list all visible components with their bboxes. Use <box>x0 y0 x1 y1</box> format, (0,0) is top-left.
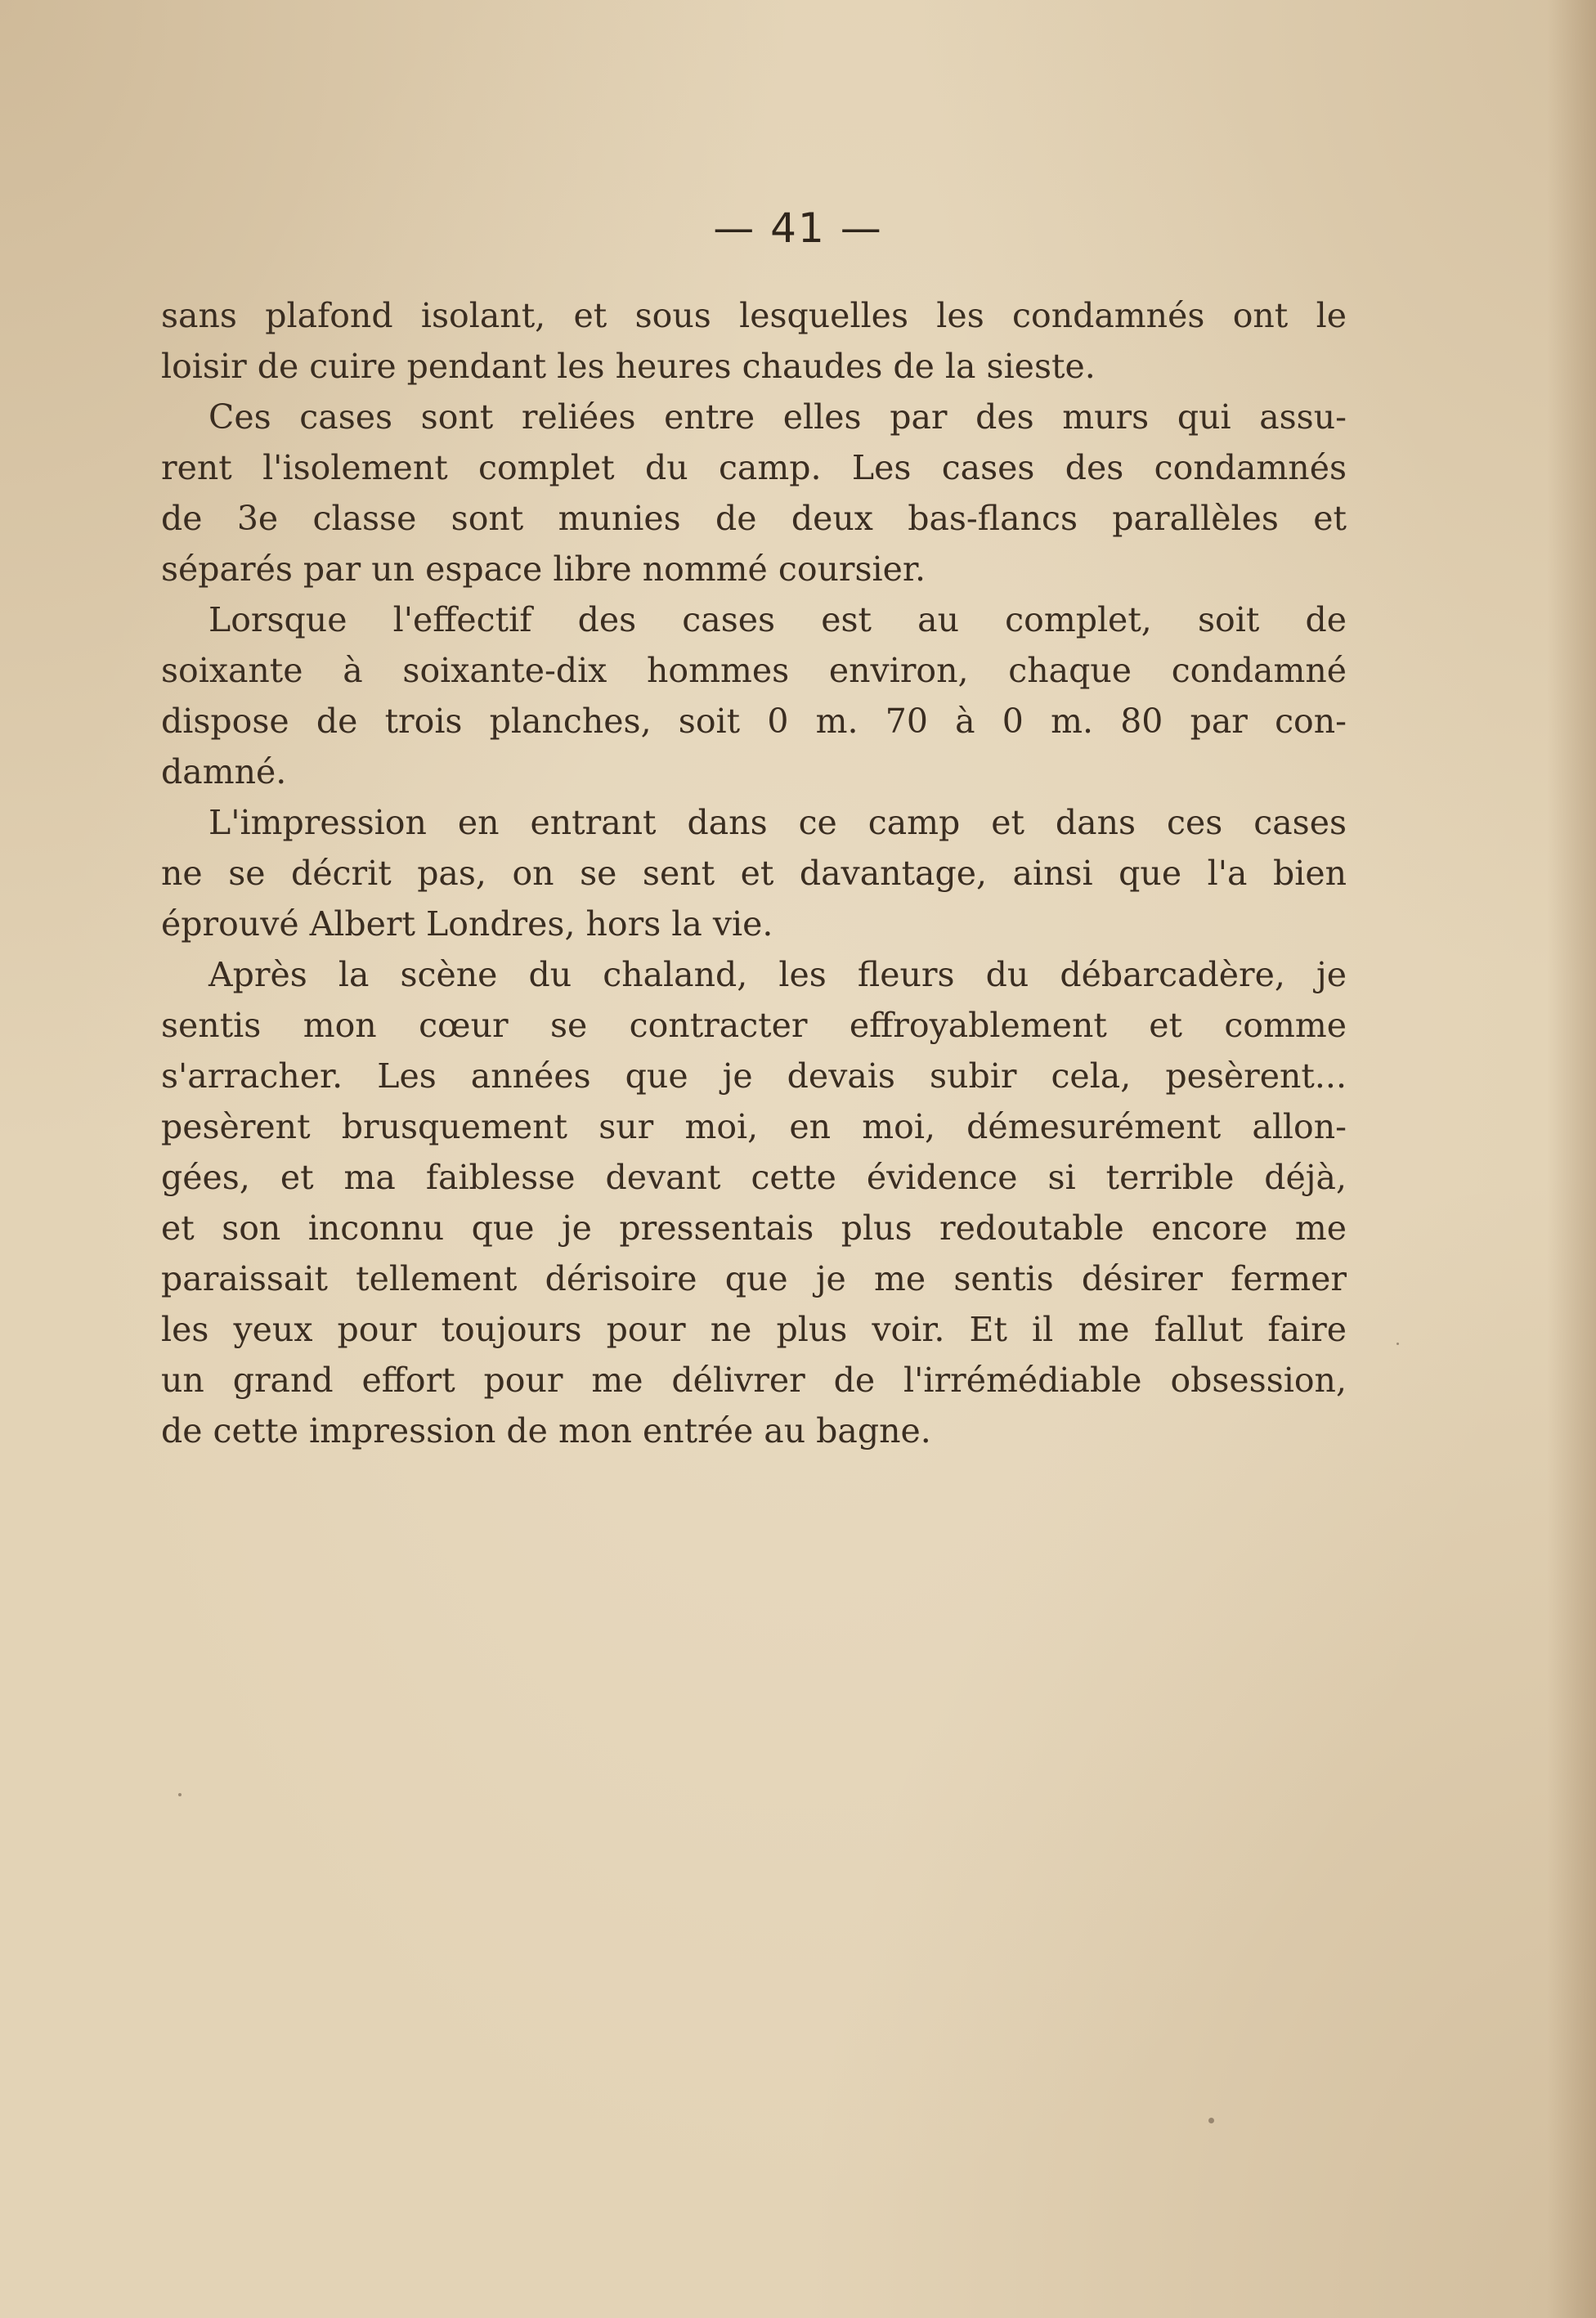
text-line: et son inconnu que je pressentais plus redoutable encore me <box>161 1208 1347 1248</box>
text-line: L'impression en entrant dans ce camp et dans ces cases <box>208 803 1347 842</box>
text-line: paraissait tellement dérisoire que je me sentis désirer fermer <box>161 1259 1347 1298</box>
paper-speck <box>1208 2118 1214 2123</box>
text-line: dispose de trois planches, soit 0 m. 70 à 0 m. 80 par con- <box>161 702 1347 741</box>
paper-speck <box>1396 1343 1399 1345</box>
body-text <box>161 290 1347 1456</box>
text-line: s'arracher. Les années que je devais subir cela, pesèrent... <box>161 1056 1347 1096</box>
page-edge-shadow <box>1547 0 1596 2318</box>
text-line: un grand effort pour me délivrer de l'irrémédiable obsession, <box>161 1361 1347 1400</box>
text-line: de 3e classe sont munies de deux bas-flancs parallèles et <box>161 499 1347 538</box>
text-line: éprouvé Albert Londres, hors la vie. <box>161 904 773 944</box>
text-line: sans plafond isolant, et sous lesquelles les condamnés ont le <box>161 296 1347 335</box>
text-line: sentis mon cœur se contracter effroyablement et comme <box>161 1006 1347 1045</box>
text-line: ne se décrit pas, on se sent et davantage, ainsi que l'a bien <box>161 854 1347 893</box>
text-line: Lorsque l'effectif des cases est au complet, soit de <box>208 600 1347 639</box>
paper-speck <box>178 1793 182 1796</box>
text-line: loisir de cuire pendant les heures chaudes de la sieste. <box>161 347 1096 386</box>
text-line: les yeux pour toujours pour ne plus voir. Et il me fallut faire <box>161 1310 1347 1349</box>
text-line: soixante à soixante-dix hommes environ, chaque condamné <box>161 651 1347 690</box>
text-line: gées, et ma faiblesse devant cette évidence si terrible déjà, <box>161 1158 1347 1197</box>
text-line: de cette impression de mon entrée au bagne. <box>161 1411 931 1450</box>
text-line: damné. <box>161 752 287 791</box>
page-number: — 41 — <box>713 204 883 252</box>
text-line: pesèrent brusquement sur moi, en moi, démesurément allon- <box>161 1107 1347 1146</box>
text-line: rent l'isolement complet du camp. Les cases des condamnés <box>161 448 1347 487</box>
text-line: Après la scène du chaland, les fleurs du débarcadère, je <box>208 955 1347 994</box>
text-line: Ces cases sont reliées entre elles par des murs qui assu- <box>208 397 1347 437</box>
text-line: séparés par un espace libre nommé coursier. <box>161 549 926 589</box>
